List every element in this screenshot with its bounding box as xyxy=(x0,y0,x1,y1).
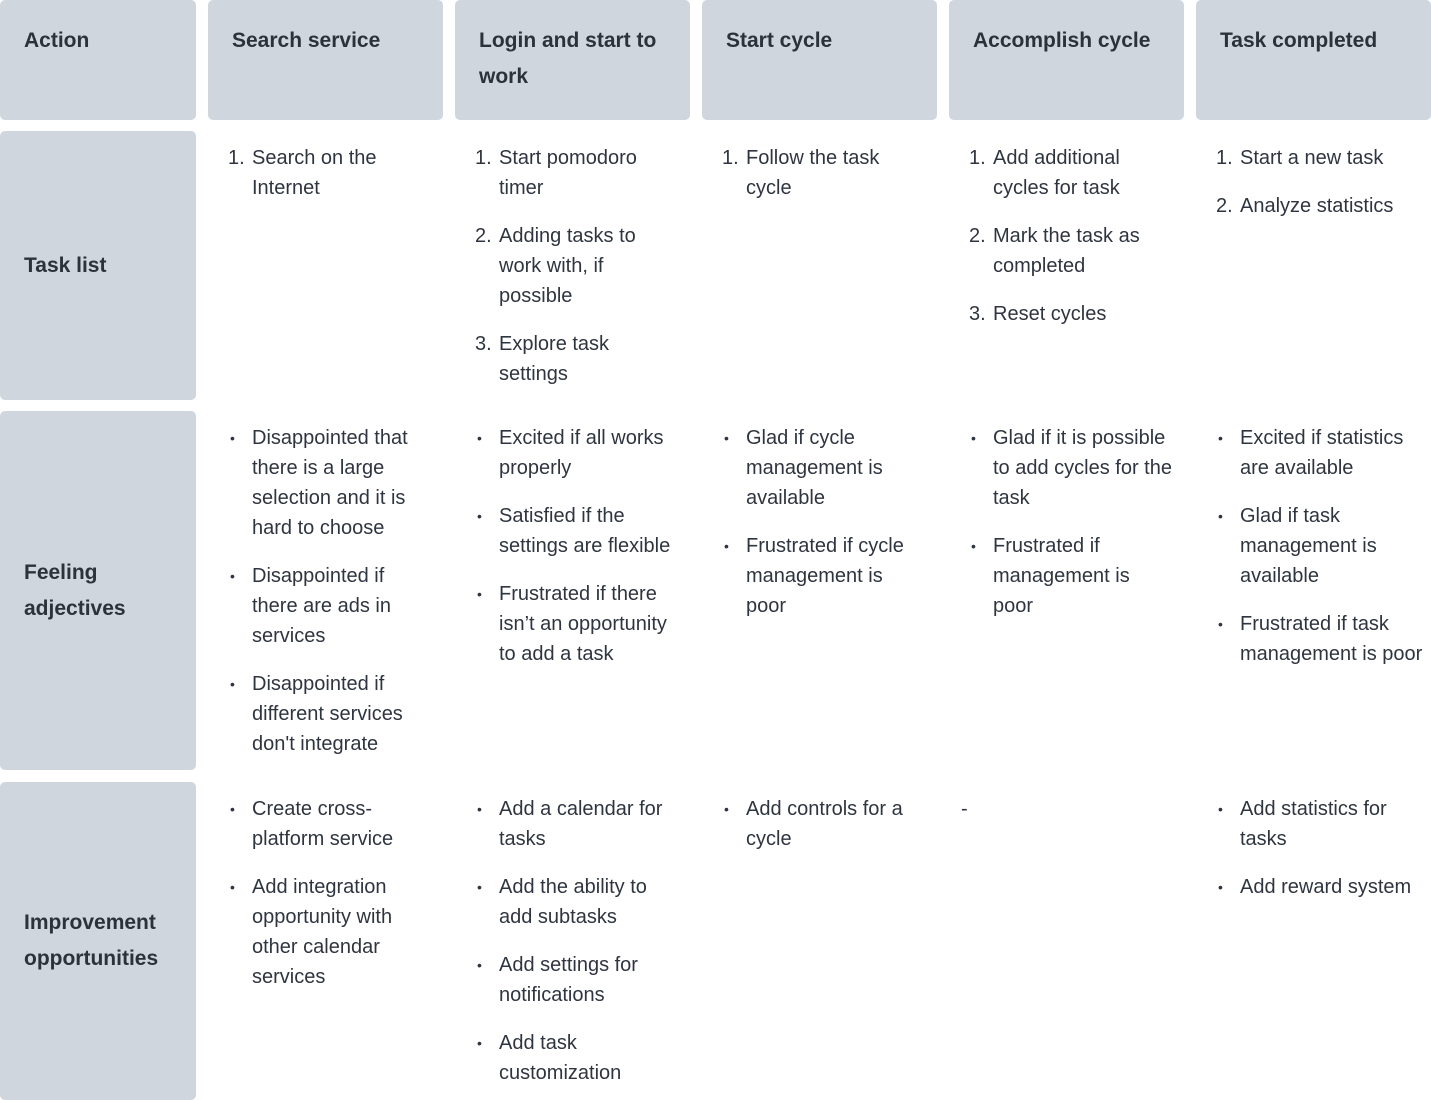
bullet-list xyxy=(722,423,927,621)
list-item-text: Frustrated if task management is poor xyxy=(1240,613,1423,665)
list-item xyxy=(228,143,428,203)
task-list-cell xyxy=(969,143,1169,329)
header-action-label: Action xyxy=(24,29,90,52)
list-item-text: Reset cycles xyxy=(993,303,1107,325)
list-item xyxy=(969,143,1169,203)
bullet-list xyxy=(475,423,685,669)
feeling-cell xyxy=(228,423,433,759)
numbered-list xyxy=(228,143,428,203)
row-label-text: Task list xyxy=(24,253,107,277)
header-stage xyxy=(702,0,937,120)
list-number: 2. xyxy=(969,225,986,247)
header-stage-label: Start cycle xyxy=(726,29,833,52)
list-item-text: Follow the task cycle xyxy=(746,147,880,199)
list-item-text: Add reward system xyxy=(1240,876,1412,898)
list-item-text: Search on the Internet xyxy=(252,147,377,199)
list-item-text: Start a new task xyxy=(1240,147,1384,169)
numbered-list xyxy=(1216,143,1426,221)
header-stage-label: Task completed xyxy=(1220,29,1378,52)
bullet-icon: • xyxy=(477,801,482,817)
list-number: 2. xyxy=(475,225,492,247)
list-item xyxy=(475,329,675,389)
list-item xyxy=(228,669,433,759)
list-item-text: Frustrated if there isn’t an opportunity to add a task xyxy=(499,583,667,665)
bullet-list xyxy=(722,794,927,854)
list-item-text: Add controls for a cycle xyxy=(746,798,903,850)
header-stage xyxy=(949,0,1184,120)
list-number: 1. xyxy=(1216,147,1233,169)
bullet-list xyxy=(1216,794,1421,902)
row-label-text: Feeling adjectives xyxy=(24,560,126,620)
list-item xyxy=(475,794,685,854)
list-item xyxy=(475,143,675,203)
list-number: 1. xyxy=(969,147,986,169)
list-item-text: Disappointed if different services don't integrate xyxy=(252,673,403,755)
improvement-cell xyxy=(228,794,433,992)
list-item-text: Glad if task management is available xyxy=(1240,505,1377,587)
bullet-list xyxy=(475,794,685,1088)
header-stage-label: Login and start to work xyxy=(479,29,657,88)
row-label-task-list xyxy=(0,131,196,400)
list-item-text: Adding tasks to work with, if possible xyxy=(499,225,636,307)
bullet-icon: • xyxy=(477,879,482,895)
bullet-icon: • xyxy=(1218,801,1223,817)
list-item-text: Glad if it is possible to add cycles for the task xyxy=(993,427,1172,509)
list-item xyxy=(475,501,685,561)
list-item xyxy=(969,221,1169,281)
list-item xyxy=(969,299,1169,329)
list-item-text: Frustrated if management is poor xyxy=(993,535,1130,617)
bullet-list xyxy=(228,794,433,992)
list-item-text: Add integration opportunity with other calendar services xyxy=(252,876,393,988)
bullet-icon: • xyxy=(724,801,729,817)
bullet-list xyxy=(228,423,433,759)
list-item xyxy=(1216,143,1426,173)
row-label-feeling-adjectives xyxy=(0,411,196,770)
list-item-text: Excited if statistics are available xyxy=(1240,427,1404,479)
list-item-text: Explore task settings xyxy=(499,333,610,385)
list-item xyxy=(228,423,433,543)
bullet-icon: • xyxy=(1218,879,1223,895)
list-item-text: Start pomodoro timer xyxy=(499,147,637,199)
feeling-cell xyxy=(969,423,1174,621)
list-item-text: Disappointed that there is a large selection and it is hard to choose xyxy=(252,427,408,539)
list-item-text: Create cross-platform service xyxy=(252,798,394,850)
list-item xyxy=(1216,423,1428,483)
bullet-list xyxy=(1216,423,1428,669)
bullet-icon: • xyxy=(230,676,235,692)
list-item-text: Add the ability to add subtasks xyxy=(499,876,647,928)
list-item xyxy=(969,423,1174,513)
bullet-icon: • xyxy=(477,957,482,973)
bullet-icon: • xyxy=(971,538,976,554)
feeling-cell xyxy=(475,423,685,669)
improvement-cell xyxy=(475,794,685,1088)
bullet-icon: • xyxy=(230,430,235,446)
list-item xyxy=(475,579,685,669)
bullet-icon: • xyxy=(477,430,482,446)
list-item xyxy=(1216,794,1421,854)
task-list-cell xyxy=(722,143,922,203)
bullet-icon: • xyxy=(477,1035,482,1051)
improvement-cell xyxy=(722,794,927,854)
list-item xyxy=(969,531,1174,621)
list-number: 1. xyxy=(722,147,739,169)
bullet-icon: • xyxy=(230,879,235,895)
list-item xyxy=(1216,501,1428,591)
list-number: 3. xyxy=(475,333,492,355)
task-list-cell xyxy=(475,143,675,389)
header-stage-label: Accomplish cycle xyxy=(973,29,1151,52)
numbered-list xyxy=(722,143,922,203)
list-item-text: Disappointed if there are ads in services xyxy=(252,565,391,647)
list-item-text: Add a calendar for tasks xyxy=(499,798,663,850)
bullet-icon: • xyxy=(477,586,482,602)
list-item xyxy=(1216,872,1421,902)
bullet-icon: • xyxy=(971,430,976,446)
bullet-icon: • xyxy=(724,430,729,446)
header-stage-label: Search service xyxy=(232,29,381,52)
list-number: 2. xyxy=(1216,195,1233,217)
list-item-text: Add statistics for tasks xyxy=(1240,798,1387,850)
list-item-text: Excited if all works properly xyxy=(499,427,664,479)
list-number: 3. xyxy=(969,303,986,325)
list-item xyxy=(722,531,927,621)
list-item xyxy=(1216,191,1426,221)
list-number: 1. xyxy=(228,147,245,169)
bullet-icon: • xyxy=(1218,430,1223,446)
header-stage xyxy=(208,0,443,120)
bullet-icon: • xyxy=(724,538,729,554)
row-label-improvement-opportunities xyxy=(0,782,196,1100)
list-item xyxy=(722,794,927,854)
list-item xyxy=(1216,609,1428,669)
bullet-icon: • xyxy=(230,801,235,817)
feeling-cell xyxy=(722,423,927,621)
list-number: 1. xyxy=(475,147,492,169)
numbered-list xyxy=(969,143,1169,329)
list-item xyxy=(722,143,922,203)
list-item xyxy=(475,221,675,311)
bullet-icon: • xyxy=(477,508,482,524)
list-item xyxy=(722,423,927,513)
bullet-icon: • xyxy=(1218,508,1223,524)
feeling-cell xyxy=(1216,423,1428,669)
task-list-cell xyxy=(1216,143,1426,221)
header-action xyxy=(0,0,196,120)
header-stage xyxy=(455,0,690,120)
bullet-icon: • xyxy=(1218,616,1223,632)
list-item-text: Mark the task as completed xyxy=(993,225,1140,277)
list-item-text: Glad if cycle management is available xyxy=(746,427,883,509)
list-item-text: Analyze statistics xyxy=(1240,195,1394,217)
list-item-text: Add task customization xyxy=(499,1032,622,1084)
bullet-icon: • xyxy=(230,568,235,584)
header-stage xyxy=(1196,0,1431,120)
row-label-text: Improvement opportunities xyxy=(24,911,159,970)
list-item-text: Add settings for notifications xyxy=(499,954,638,1006)
list-item xyxy=(228,561,433,651)
list-item xyxy=(475,423,685,483)
list-item xyxy=(475,950,685,1010)
task-list-cell xyxy=(228,143,428,203)
list-item xyxy=(228,794,433,854)
bullet-list xyxy=(969,423,1174,621)
list-item-text: Satisfied if the settings are flexible xyxy=(499,505,671,557)
improvement-cell xyxy=(1216,794,1421,902)
numbered-list xyxy=(475,143,675,389)
list-item xyxy=(475,872,685,932)
list-item xyxy=(228,872,433,992)
improvement-cell-empty: - xyxy=(961,798,968,820)
list-item-text: Add additional cycles for task xyxy=(993,147,1120,199)
list-item xyxy=(475,1028,685,1088)
list-item-text: Frustrated if cycle management is poor xyxy=(746,535,904,617)
